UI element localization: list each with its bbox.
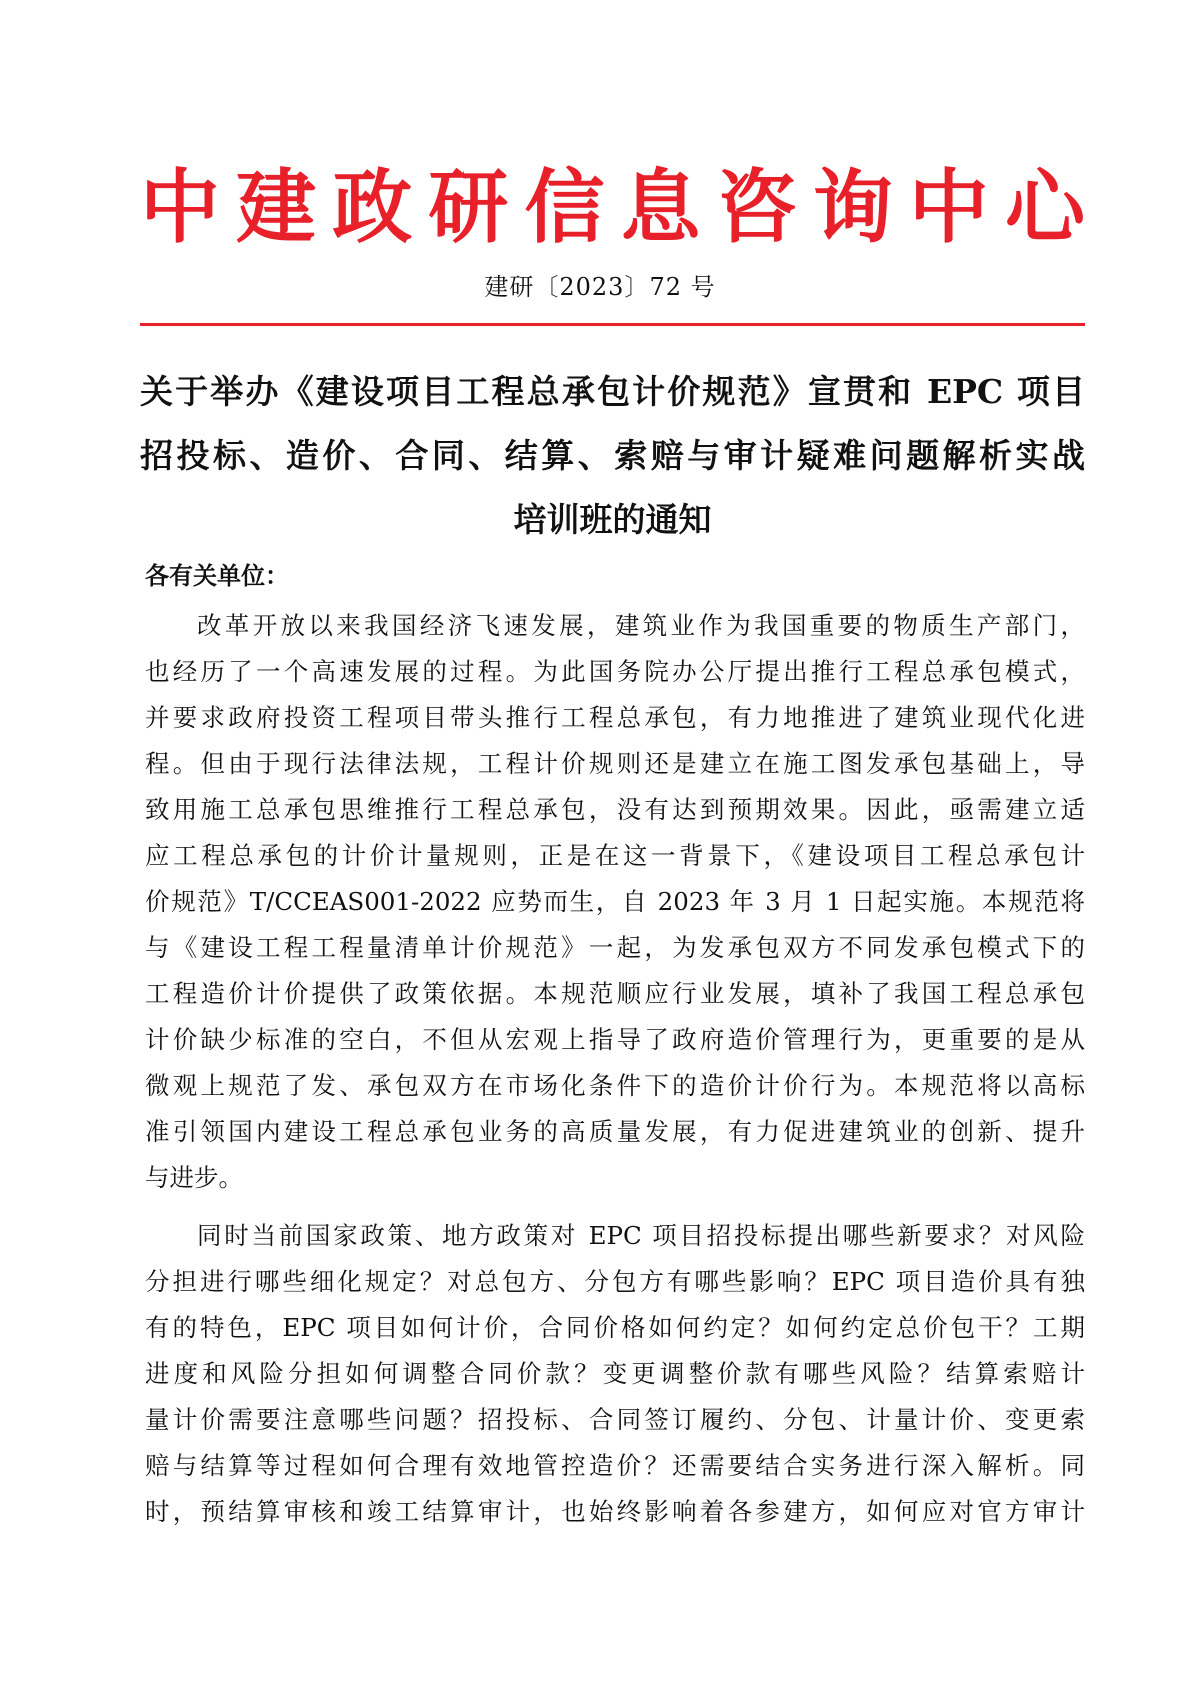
body-line: 并要求政府投资工程项目带头推行工程总承包，有力地推进了建筑业现代化进: [145, 703, 1085, 732]
body-line: 分担进行哪些细化规定？对总包方、分包方有哪些影响？EPC 项目造价具有独: [145, 1267, 1085, 1296]
body-line: 时，预结算审核和竣工结算审计，也始终影响着各参建方，如何应对官方审计: [145, 1497, 1085, 1526]
body-line: 价规范》T/CCEAS001-2022 应势而生，自 2023 年 3 月 1 日起实施。本规范将: [145, 887, 1085, 916]
org-title-char: 信: [524, 161, 605, 254]
notice-title-line: 关于举办《建设项目工程总承包计价规范》宣贯和 EPC 项目: [140, 372, 1085, 411]
notice-title-line: 培训班的通知: [513, 500, 712, 539]
body-line: 有的特色，EPC 项目如何计价，合同价格如何约定？如何约定总价包干？工期: [145, 1313, 1085, 1342]
body-paragraph: [145, 1213, 1085, 1535]
org-title-char: 建: [236, 161, 317, 254]
org-title-char: 咨: [716, 161, 797, 254]
body-line: 计价缺少标准的空白，不但从宏观上指导了政府造价管理行为，更重要的是从: [145, 1025, 1085, 1054]
notice-body: [145, 603, 1085, 1547]
body-line: 同时当前国家政策、地方政策对 EPC 项目招投标提出哪些新要求？对风险: [197, 1221, 1085, 1250]
notice-title: [140, 360, 1085, 552]
body-line: 量计价需要注意哪些问题？招投标、合同签订履约、分包、计量计价、变更索: [145, 1405, 1085, 1434]
org-title-char: 研: [428, 161, 509, 254]
org-title-char: 中: [908, 161, 989, 254]
body-line: 致用施工总承包思维推行工程总承包，没有达到预期效果。因此，亟需建立适: [145, 795, 1085, 824]
org-title-char: 政: [332, 161, 413, 254]
salutation: 各有关单位：: [145, 561, 289, 590]
body-line: 工程造价计价提供了政策依据。本规范顺应行业发展，填补了我国工程总承包: [145, 979, 1085, 1008]
issuing-organization-title: [140, 148, 1085, 268]
body-line: 程。但由于现行法律法规，工程计价规则还是建立在施工图发承包基础上，导: [145, 749, 1085, 778]
body-paragraph: [145, 603, 1085, 1201]
org-title-char: 心: [1004, 161, 1085, 254]
body-line: 准引领国内建设工程总承包业务的高质量发展，有力促进建筑业的创新、提升: [145, 1117, 1085, 1146]
red-divider-line: [140, 323, 1085, 326]
org-title-char: 息: [620, 161, 701, 254]
body-line: 也经历了一个高速发展的过程。为此国务院办公厅提出推行工程总承包模式，: [145, 657, 1085, 686]
body-line: 应工程总承包的计价计量规则，正是在这一背景下，《建设项目工程总承包计: [145, 841, 1085, 870]
document-number: 建研〔2023〕72 号: [484, 273, 716, 301]
body-line: 与进步。: [145, 1163, 243, 1192]
org-title-char: 询: [812, 161, 893, 254]
org-title-char: 中: [140, 161, 220, 254]
body-line: 与《建设工程工程量清单计价规范》一起，为发承包双方不同发承包模式下的: [145, 933, 1085, 962]
body-line: 赔与结算等过程如何合理有效地管控造价？还需要结合实务进行深入解析。同: [145, 1451, 1085, 1480]
body-line: 进度和风险分担如何调整合同价款？变更调整价款有哪些风险？结算索赔计: [145, 1359, 1085, 1388]
notice-title-line: 招投标、造价、合同、结算、索赔与审计疑难问题解析实战: [140, 436, 1085, 475]
body-line: 改革开放以来我国经济飞速发展，建筑业作为我国重要的物质生产部门，: [197, 611, 1085, 640]
body-line: 微观上规范了发、承包双方在市场化条件下的造价计价行为。本规范将以高标: [145, 1071, 1085, 1100]
